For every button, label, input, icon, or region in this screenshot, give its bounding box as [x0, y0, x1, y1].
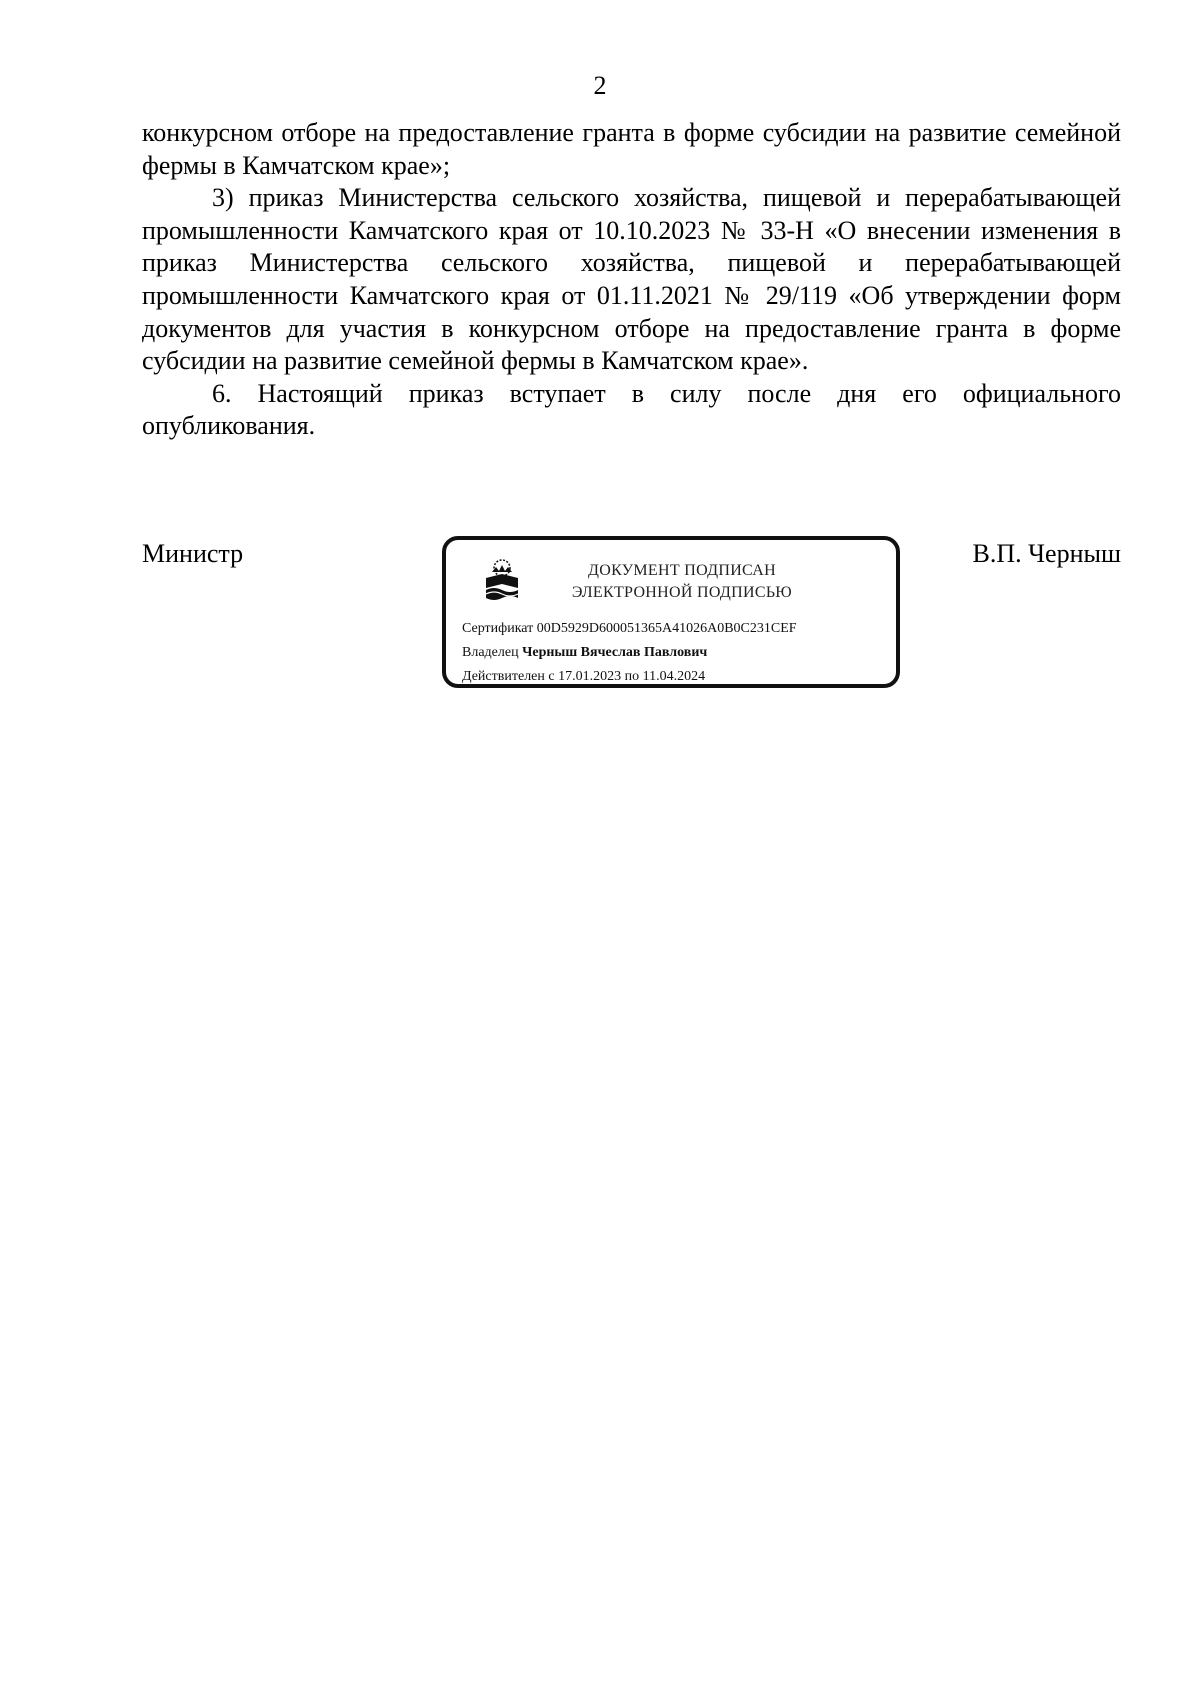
document-body	[142, 117, 1121, 443]
signer-title: Министр	[142, 539, 244, 568]
stamp-heading-line-2: ЭЛЕКТРОННОЙ ПОДПИСЬЮ	[571, 584, 793, 601]
valid-from-date: 17.01.2023	[558, 669, 622, 684]
owner-value: Черныш Вячеслав Павлович	[522, 645, 708, 660]
valid-to-label: по	[624, 669, 640, 684]
stamp-heading	[542, 560, 822, 604]
coat-of-arms-icon	[482, 558, 522, 606]
signature-block	[142, 538, 1121, 698]
certificate-value: 00D5929D600051365A41026A0B0C231CEF	[536, 621, 797, 636]
stamp-owner-line	[462, 644, 707, 662]
paragraph-item-6: 6. Настоящий приказ вступает в силу после дня его официального опубликования.	[142, 378, 1121, 441]
paragraph-item-3: 3) приказ Министерства сельского хозяйства, пищевой и перерабатывающей промышленности Камчатского края от 10.10.2023 № 33-Н «О внесении изменения в приказ Министерства сельского хозяйства, пищевой и перерабатывающей промышленности Камчатского края от 01.11.2021 № 29/119 «Об утверждении форм документов для участия в конкурсном отборе на предоставление гранта в форме субсидии на развитие семейной фермы в Камчатском крае».	[142, 183, 1121, 376]
valid-from-label: Действителен с	[462, 669, 555, 684]
paragraph-continuation: конкурсном отборе на предоставление гранта в форме субсидии на развитие семейной фермы в Камчатском крае»;	[142, 118, 1121, 180]
signer-name: В.П. Черныш	[972, 539, 1121, 568]
stamp-validity-line	[462, 668, 705, 686]
valid-to-date: 11.04.2024	[642, 669, 706, 684]
owner-label: Владелец	[462, 645, 519, 660]
certificate-label: Сертификат	[462, 621, 534, 636]
page-number: 2	[593, 71, 607, 100]
electronic-signature-stamp	[442, 536, 900, 688]
stamp-heading-line-1: ДОКУМЕНТ ПОДПИСАН	[588, 562, 776, 579]
stamp-certificate-line	[462, 620, 797, 638]
